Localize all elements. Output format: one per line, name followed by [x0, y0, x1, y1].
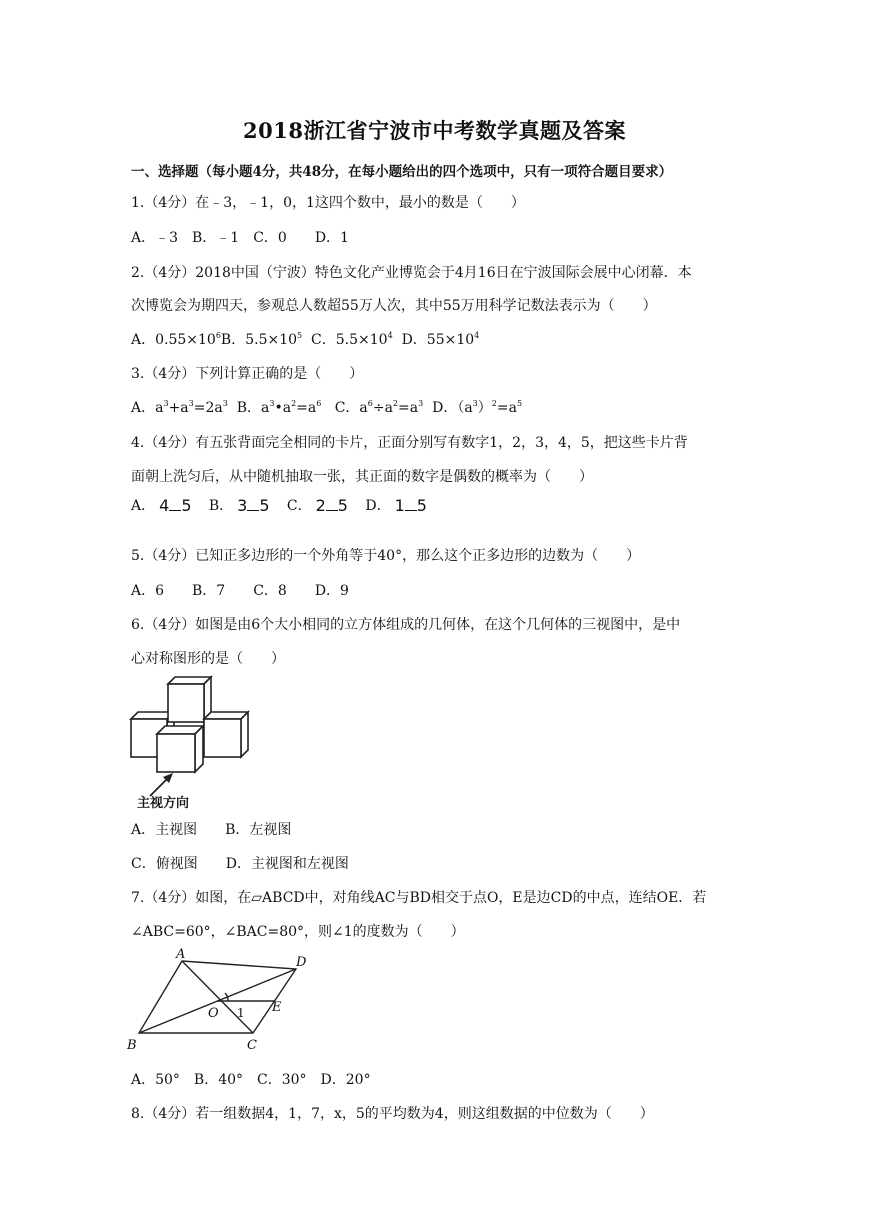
question-2-text-line2: 次博览会为期四天，参观总人数超55万人次，其中55万用科学记数法表示为（ ） [131, 298, 657, 314]
question-7-text-line1: 7.（4分）如图，在▱ABCD中，对角线AC与BD相交于点O，E是边CD的中点，连结OE．若 [131, 890, 707, 906]
question-7-options: A．50° B．40° C．30° D．20° [131, 1072, 371, 1088]
question-6-options-line1: A．主视图 B．左视图 [131, 822, 292, 838]
option-b: B．$5.5\times 10^5$ [220, 331, 303, 348]
option-c: C． 2 5 [286, 496, 348, 515]
fraction: 1 5 [394, 496, 427, 515]
label-b: B [127, 1038, 137, 1053]
question-2-text-line1: 2.（4分）2018中国（宁波）特色文化产业博览会于4月16日在宁波国际会展中心闭幕．本 [131, 265, 692, 281]
question-4-options [131, 495, 431, 515]
option-d: D． 1 5 [365, 496, 427, 515]
question-5-text: 5.（4分）已知正多边形的一个外角等于40°，那么这个正多边形的边数为（ ） [131, 548, 641, 564]
option-b: B．$a^3•a^2=a^6$ [236, 399, 322, 416]
diagonal-ac [182, 961, 253, 1033]
figure-caption: 主视方向 [137, 796, 190, 811]
option-d: D．$55\times 10^4$ [401, 331, 480, 348]
question-3-text: 3.（4分）下列计算正确的是（ ） [131, 366, 364, 382]
label-c: C [247, 1038, 257, 1053]
label-e: E [272, 1000, 282, 1015]
question-2-options [131, 329, 479, 349]
question-7-text-line2: ∠ABC=60°，∠BAC=80°，则∠1的度数为（ ） [131, 924, 465, 940]
option-c: C．$a^6\div a^2=a^3$ [334, 399, 424, 416]
fraction: 4 5 [159, 496, 192, 515]
fraction: 3 5 [237, 496, 270, 515]
question-4-text-line1: 4.（4分）有五张背面完全相同的卡片，正面分别写有数字1，2，3，4，5，把这些卡片背 [131, 435, 688, 451]
label-o: O [208, 1006, 219, 1021]
option-a: A． 4 5 [131, 496, 192, 515]
question-3-options [131, 397, 522, 417]
option-b: B． 3 5 [208, 496, 270, 515]
label-angle-1: 1 [237, 1006, 245, 1020]
cube-front-side [195, 726, 203, 772]
label-a: A [176, 947, 186, 962]
fraction: 2 5 [315, 496, 348, 515]
option-c: C．$5.5\times 10^4$ [311, 331, 393, 348]
option-a: A．$0.55\times 10^6$ [131, 331, 221, 348]
question-4-text-line2: 面朝上洗匀后，从中随机抽取一张，其正面的数字是偶数的概率为（ ） [131, 469, 593, 485]
cube-front-front [157, 734, 195, 772]
cube-right-side [241, 712, 248, 757]
question-8-text: 8.（4分）若一组数据4，1，7，x，5的平均数为4，则这组数据的中位数为（ ） [131, 1106, 654, 1122]
cube-right-front [204, 719, 241, 757]
page-title: 2018浙江省宁波市中考数学真题及答案 [243, 118, 626, 143]
label-d: D [296, 955, 307, 970]
question-1-options: A．﹣3 B．﹣1 C．0 D．1 [131, 230, 349, 246]
question-6-text-line2: 心对称图形的是（ ） [131, 651, 285, 667]
question-5-options: A．6 B．7 C．8 D．9 [131, 583, 349, 599]
question-1-text: 1.（4分）在﹣3，﹣1，0，1这四个数中，最小的数是（ ） [131, 195, 525, 211]
section-heading: 一、选择题（每小题4分，共48分，在每小题给出的四个选项中，只有一项符合题目要求） [131, 164, 673, 180]
question-6-options-line2: C．俯视图 D．主视图和左视图 [131, 856, 349, 872]
question-6-text-line1: 6.（4分）如图是由6个大小相同的立方体组成的几何体，在这个几何体的三视图中，是中 [131, 617, 681, 633]
option-a: A．$a^3+a^3=2a^3$ [131, 399, 228, 416]
parallelogram-figure [124, 947, 324, 1057]
cube-top-front [168, 684, 204, 722]
cube-solid-figure [128, 672, 258, 812]
option-d: D．$(a^3)^2=a^5$ [432, 399, 523, 416]
